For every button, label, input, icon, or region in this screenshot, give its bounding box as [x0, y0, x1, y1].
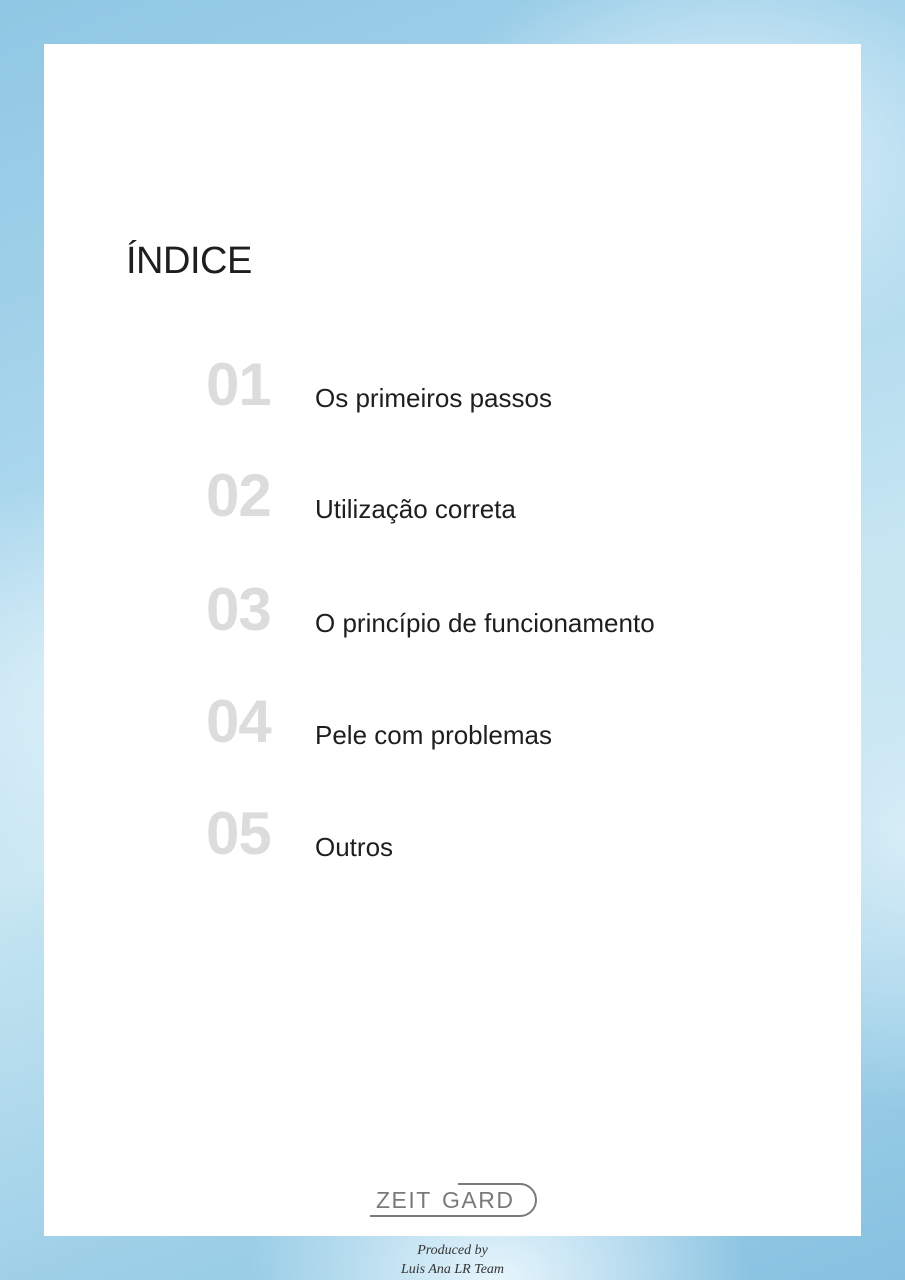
credit-team: Luis Ana LR Team — [400, 1262, 505, 1277]
toc-label: Outros — [315, 832, 394, 862]
toc-item[interactable] — [206, 799, 766, 869]
toc-label: Pele com problemas — [315, 720, 552, 750]
toc-label: Utilização correta — [315, 494, 516, 524]
page-title: ÍNDICE — [126, 240, 252, 282]
toc-item[interactable] — [206, 350, 766, 420]
credit-produced-by: Produced by — [417, 1243, 488, 1258]
toc-number: 01 — [206, 351, 271, 418]
toc-item[interactable] — [206, 575, 766, 645]
toc-number: 02 — [206, 462, 271, 529]
logo-text-prefix: ZEIT — [376, 1187, 432, 1213]
toc-number: 05 — [206, 800, 271, 867]
toc-label: O princípio de funcionamento — [315, 608, 655, 638]
logo-text-suffix: GARD — [442, 1187, 515, 1213]
toc-item[interactable] — [206, 687, 766, 757]
toc-label: Os primeiros passos — [315, 383, 552, 413]
document-page — [44, 44, 861, 1236]
toc-number: 03 — [206, 576, 271, 643]
zeitgard-logo — [370, 1180, 542, 1220]
toc-number: 04 — [206, 688, 271, 755]
toc-item[interactable] — [206, 461, 766, 531]
